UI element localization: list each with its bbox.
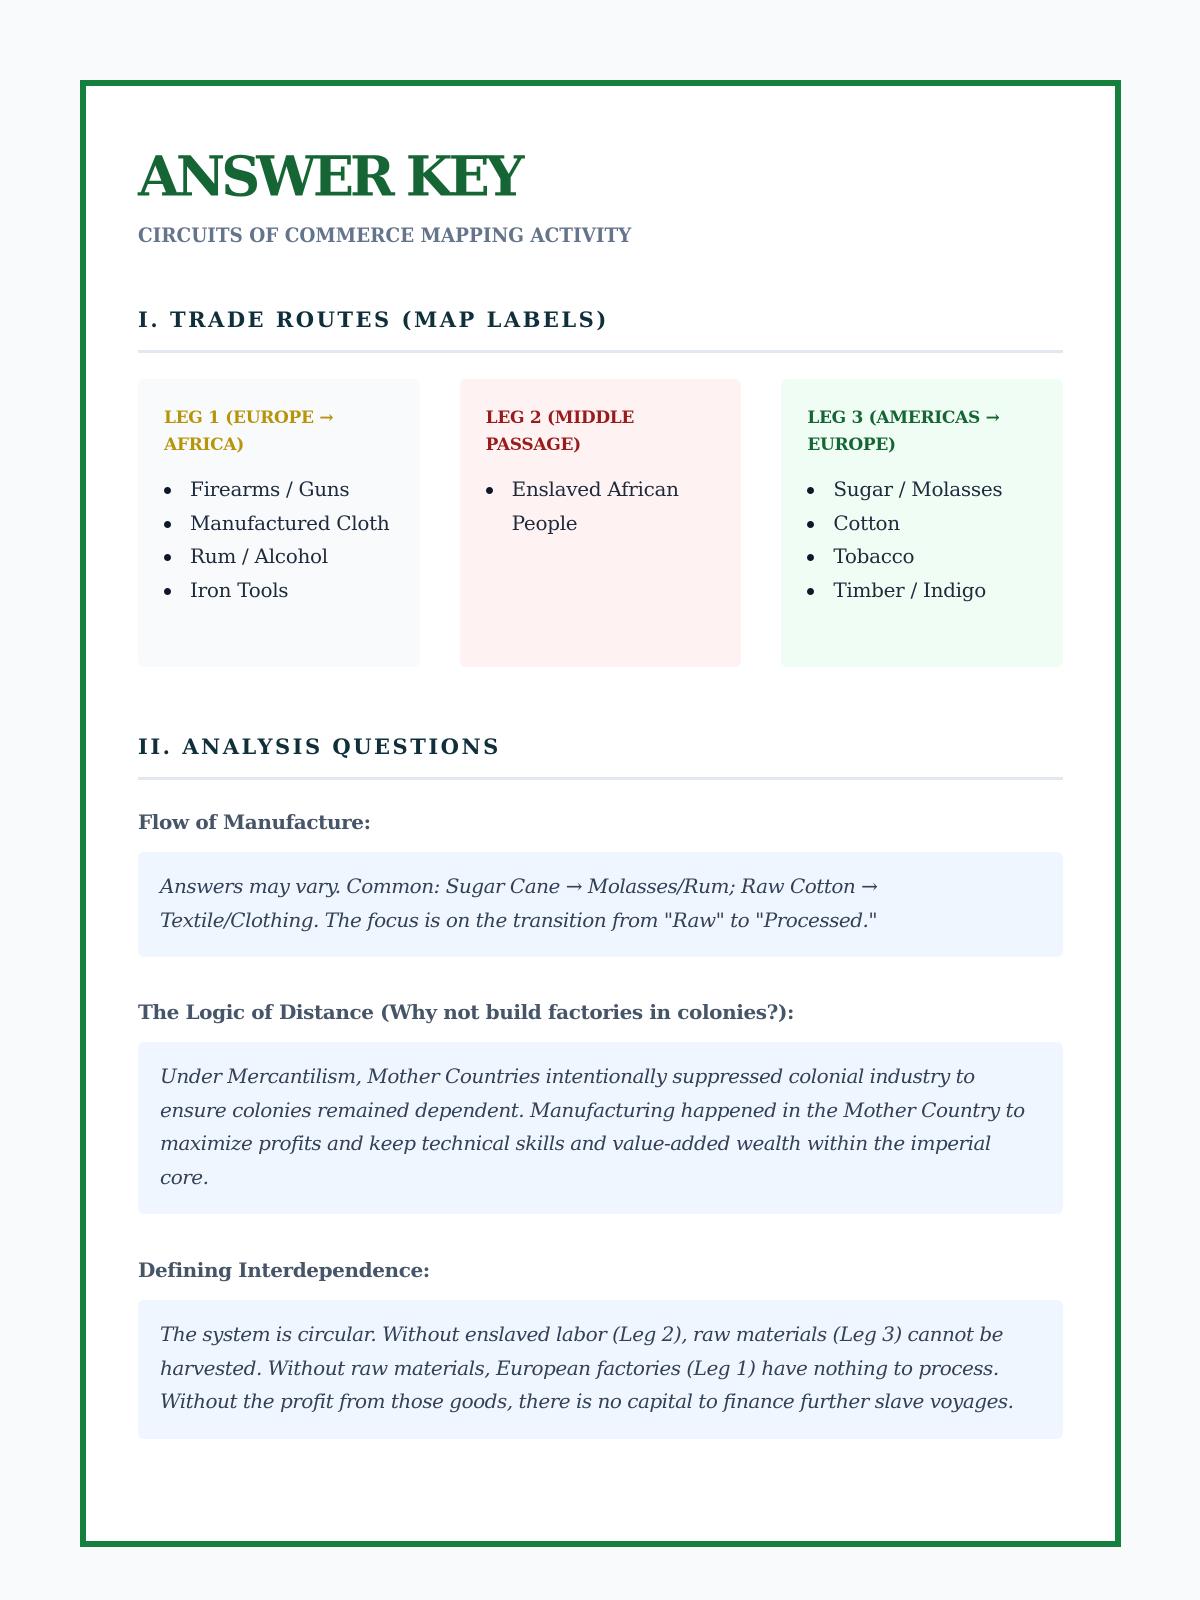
list-item: Firearms / Guns — [164, 473, 394, 507]
answer-box-logic-of-distance: Under Mercantilism, Mother Countries intentionally suppressed colonial industry to ensure colonies remained dependent. Manufacturing happened in the Mother Country to maximize profits and keep technical skills and value-added wealth within the imperial core. — [138, 1042, 1063, 1214]
leg-card-3 — [781, 379, 1063, 667]
question-label-logic-of-distance: The Logic of Distance (Why not build factories in colonies?): — [138, 1000, 794, 1024]
leg-goods-list — [164, 473, 394, 607]
answer-key-sheet — [80, 80, 1121, 1547]
question-label-interdependence: Defining Interdependence: — [138, 1258, 430, 1282]
list-item: Timber / Indigo — [807, 574, 1037, 608]
list-item: Tobacco — [807, 540, 1037, 574]
leg-card-1 — [138, 379, 420, 667]
leg-goods-list — [486, 473, 716, 540]
leg-heading: LEG 2 (MIDDLE PASSAGE) — [485, 408, 635, 455]
list-item: Sugar / Molasses — [807, 473, 1037, 507]
list-item: Cotton — [807, 507, 1037, 541]
list-item: Manufactured Cloth — [164, 507, 394, 541]
leg-card-2 — [460, 379, 742, 667]
page-subtitle: CIRCUITS OF COMMERCE MAPPING ACTIVITY — [138, 223, 632, 247]
page-title: ANSWER KEY — [138, 143, 521, 209]
answer-box-flow-of-manufacture: Answers may vary. Common: Sugar Cane → Molasses/Rum; Raw Cotton → Textile/Clothing. The focus is on the transition from "Raw" to "Processed." — [138, 852, 1063, 957]
section-heading-analysis: II. ANALYSIS QUESTIONS — [138, 733, 1063, 780]
section-heading-trade-routes: I. TRADE ROUTES (MAP LABELS) — [138, 306, 1063, 353]
trade-legs-grid — [138, 379, 1063, 667]
answer-box-interdependence: The system is circular. Without enslaved labor (Leg 2), raw materials (Leg 3) cannot be harvested. Without raw materials, European factories (Leg 1) have nothing to process. Without the profit from those goods, there is no capital to finance further slave voyages. — [138, 1300, 1063, 1439]
list-item: Enslaved African People — [486, 473, 716, 540]
question-label-flow-of-manufacture: Flow of Manufacture: — [138, 810, 371, 834]
list-item: Iron Tools — [164, 574, 394, 608]
list-item: Rum / Alcohol — [164, 540, 394, 574]
leg-heading: LEG 1 (EUROPE → AFRICA) — [164, 408, 334, 455]
leg-heading: LEG 3 (AMERICAS → EUROPE) — [807, 408, 1000, 455]
leg-goods-list — [807, 473, 1037, 607]
